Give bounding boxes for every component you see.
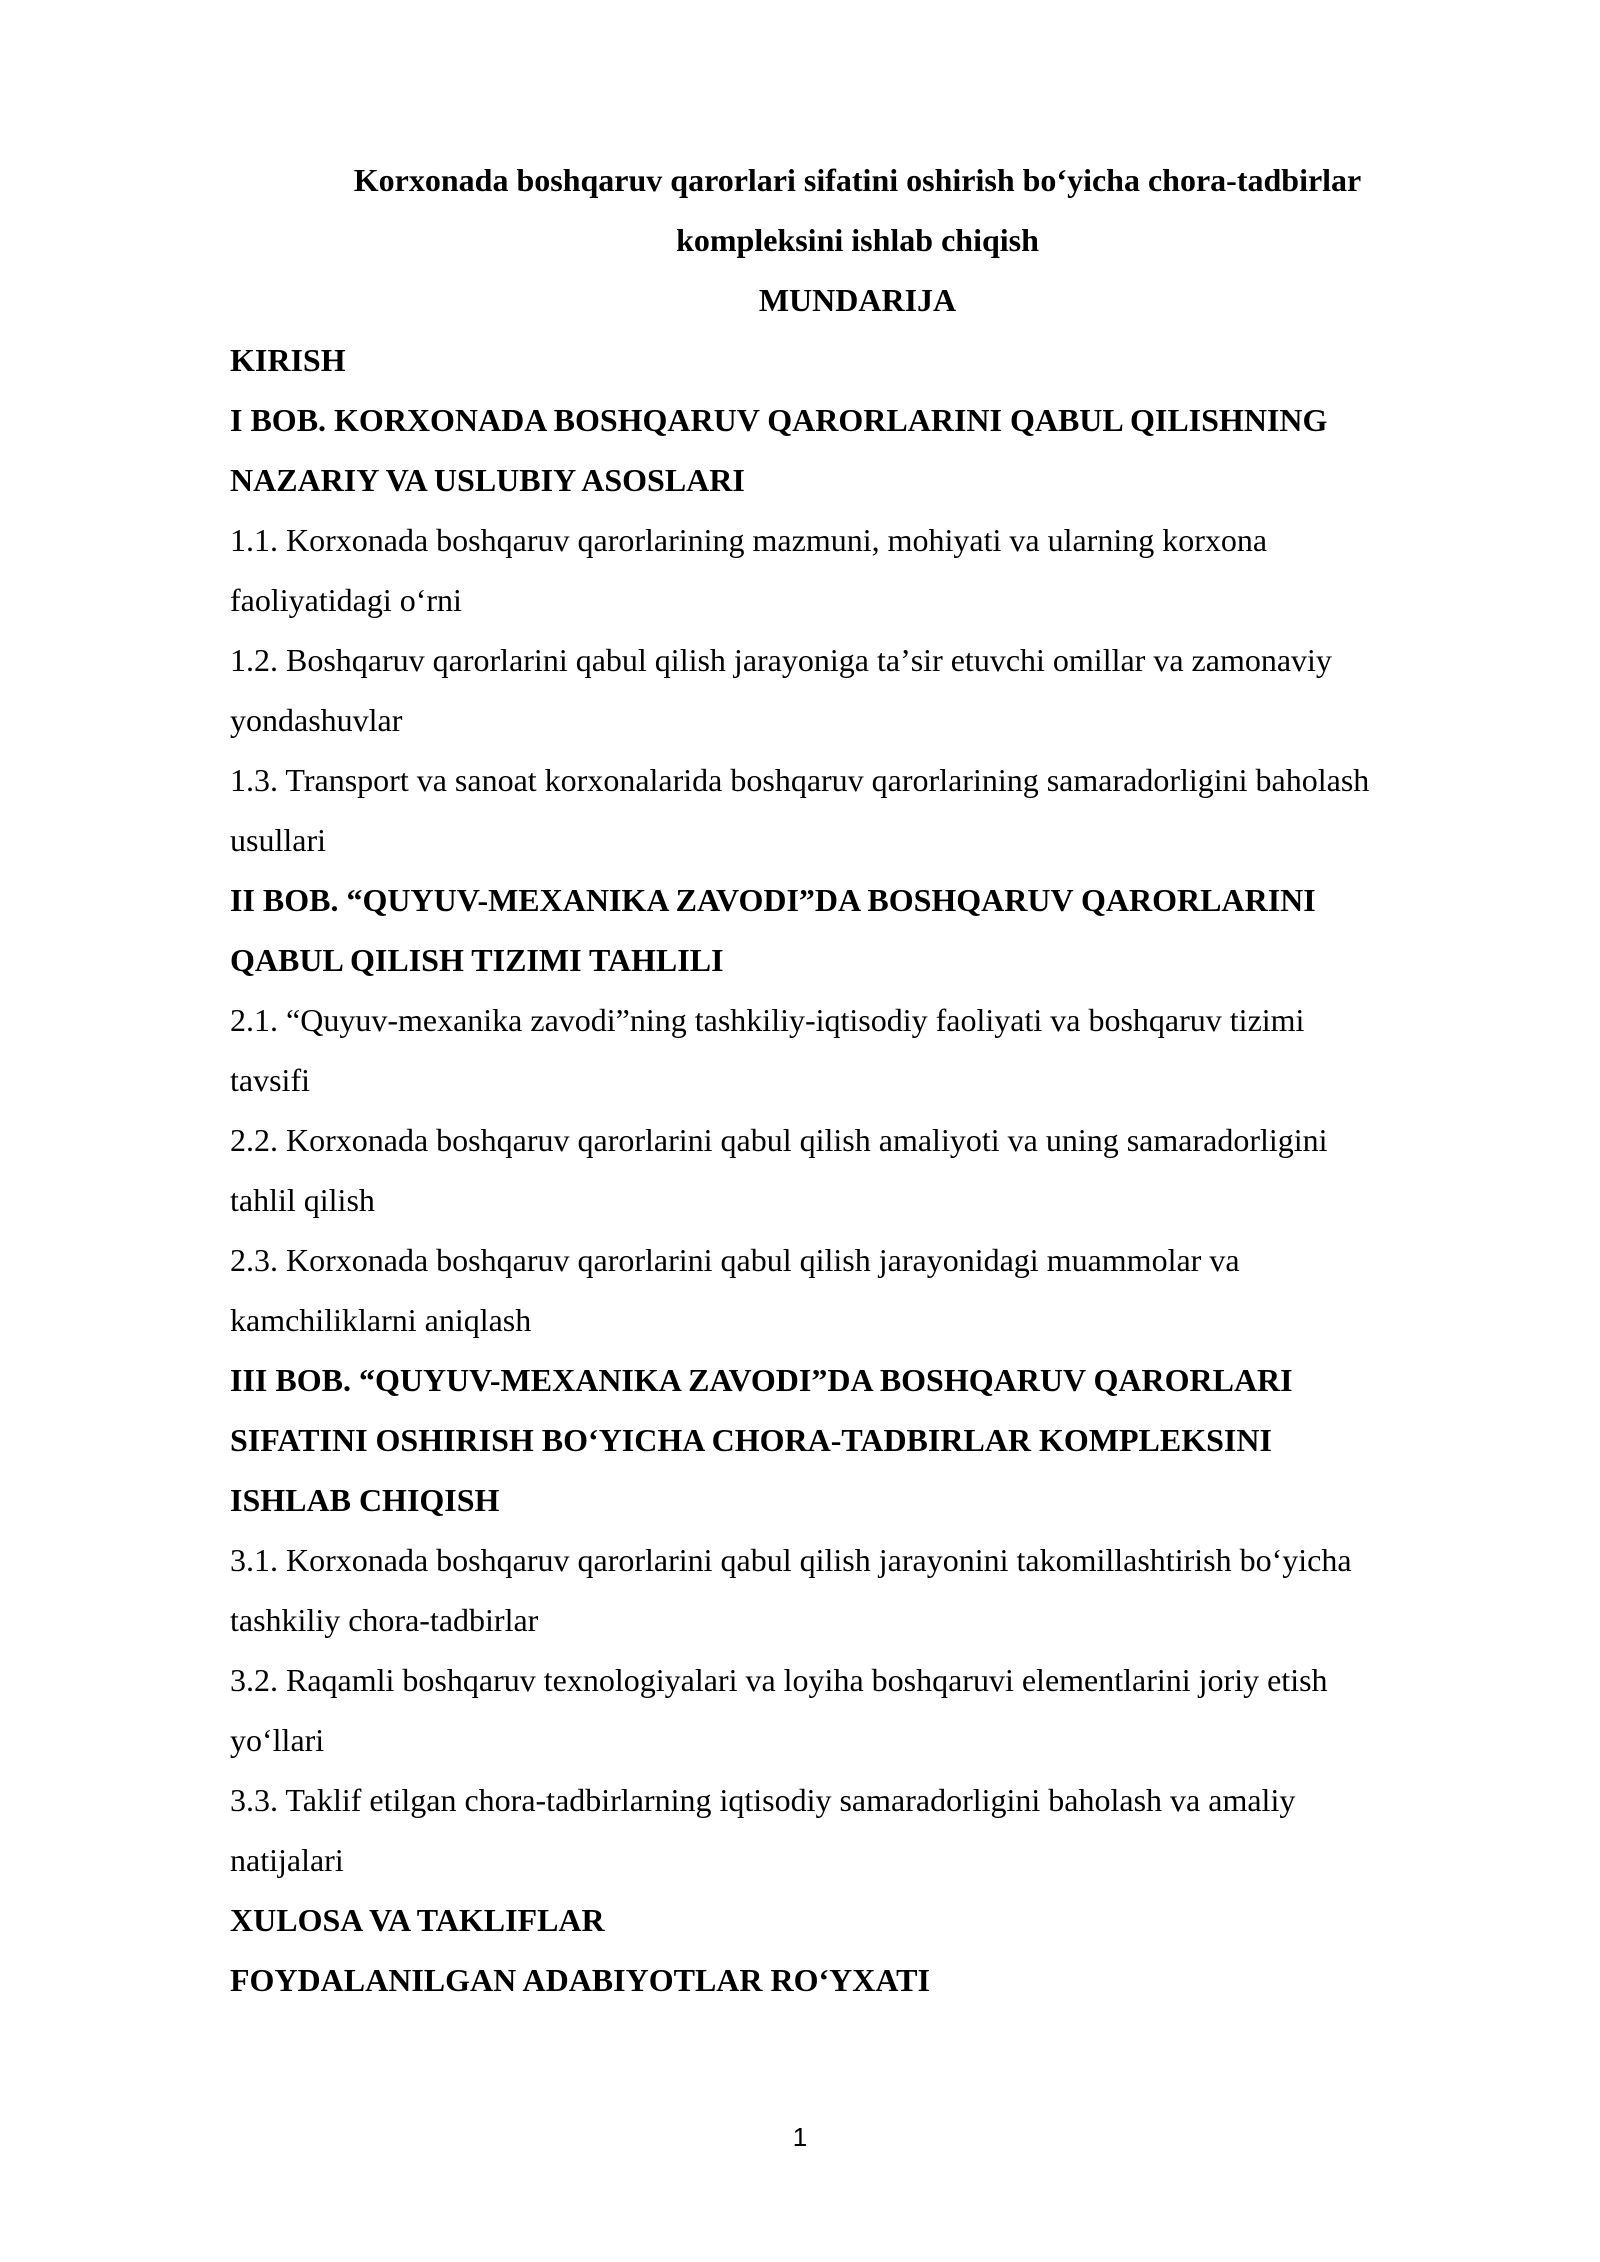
toc-section-3-3-line-2: natijalari (230, 1842, 344, 1878)
toc-chapter-3-line-1: III BOB. “QUYUV-MEXANIKA ZAVODI”DA BOSHQARUV QARORLARI (230, 1362, 1293, 1398)
toc-section-2-1 (230, 990, 1485, 1110)
toc-section-2-2-line-1: 2.2. Korxonada boshqaruv qarorlarini qabul qilish amaliyoti va uning samaradorligini (230, 1122, 1328, 1158)
toc-section-1-2 (230, 630, 1485, 750)
page-content (230, 150, 1485, 2010)
toc-chapter-3-line-3: ISHLAB CHIQISH (230, 1482, 500, 1518)
toc-section-2-3-line-2: kamchiliklarni aniqlash (230, 1302, 532, 1338)
toc-section-1-2-line-1: 1.2. Boshqaruv qarorlarini qabul qilish jarayoniga taʼsir etuvchi omillar va zamonaviy (230, 642, 1332, 678)
toc-section-3-1-line-1: 3.1. Korxonada boshqaruv qarorlarini qabul qilish jarayonini takomillashtirish boʻyicha (230, 1542, 1352, 1578)
document-title-line-2: kompleksini ishlab chiqish (676, 222, 1039, 258)
toc-section-1-3-line-1: 1.3. Transport va sanoat korxonalarida boshqaruv qarorlarining samaradorligini baholash (230, 762, 1370, 798)
contents-heading: MUNDARIJA (758, 282, 957, 318)
toc-section-3-2 (230, 1650, 1485, 1770)
toc-chapter-1 (230, 390, 1485, 510)
toc-chapter-2 (230, 870, 1485, 990)
toc-section-2-2-line-2: tahlil qilish (230, 1182, 375, 1218)
toc-section-1-1-line-2: faoliyatidagi oʻrni (230, 582, 462, 618)
toc-section-2-3 (230, 1230, 1485, 1350)
toc-section-3-3 (230, 1770, 1485, 1890)
toc-item-references: FOYDALANILGAN ADABIYOTLAR ROʻYXATI (230, 1962, 930, 1998)
toc-chapter-3-line-2: SIFATINI OSHIRISH BOʻYICHA CHORA-TADBIRLAR KOMPLEKSINI (230, 1422, 1272, 1458)
toc-section-1-1-line-1: 1.1. Korxonada boshqaruv qarorlarining mazmuni, mohiyati va ularning korxona (230, 522, 1268, 558)
page-number: 1 (792, 2122, 808, 2152)
toc-section-1-3-line-2: usullari (230, 822, 326, 858)
toc-section-1-3 (230, 750, 1485, 870)
document-title-line-1: Korxonada boshqaruv qarorlari sifatini oshirish boʻyicha chora-tadbirlar (353, 162, 1362, 198)
toc-item-introduction: KIRISH (230, 342, 346, 378)
toc-chapter-2-line-2: QABUL QILISH TIZIMI TAHLILI (230, 942, 724, 978)
toc-section-3-1 (230, 1530, 1485, 1650)
toc-section-2-2 (230, 1110, 1485, 1230)
toc-chapter-2-line-1: II BOB. “QUYUV-MEXANIKA ZAVODI”DA BOSHQARUV QARORLARINI (230, 882, 1316, 918)
toc-section-2-1-line-1: 2.1. “Quyuv-mexanika zavodi”ning tashkiliy-iqtisodiy faoliyati va boshqaruv tizimi (230, 1002, 1305, 1038)
toc-section-3-1-line-2: tashkiliy chora-tadbirlar (230, 1602, 539, 1638)
toc-section-3-3-line-1: 3.3. Taklif etilgan chora-tadbirlarning iqtisodiy samaradorligini baholash va amaliy (230, 1782, 1296, 1818)
toc-section-2-1-line-2: tavsifi (230, 1062, 310, 1098)
toc-chapter-1-line-2: NAZARIY VA USLUBIY ASOSLARI (230, 462, 745, 498)
toc-section-3-2-line-1: 3.2. Raqamli boshqaruv texnologiyalari va loyiha boshqaruvi elementlarini joriy etish (230, 1662, 1328, 1698)
toc-item-conclusions: XULOSA VA TAKLIFLAR (230, 1902, 605, 1938)
toc-section-2-3-line-1: 2.3. Korxonada boshqaruv qarorlarini qabul qilish jarayonidagi muammolar va (230, 1242, 1240, 1278)
toc-chapter-1-line-1: I BOB. KORXONADA BOSHQARUV QARORLARINI QABUL QILISHNING (230, 402, 1328, 438)
toc-section-1-2-line-2: yondashuvlar (230, 702, 403, 738)
toc-chapter-3 (230, 1350, 1485, 1530)
toc-section-1-1 (230, 510, 1485, 630)
toc-section-3-2-line-2: yoʻllari (230, 1722, 325, 1758)
